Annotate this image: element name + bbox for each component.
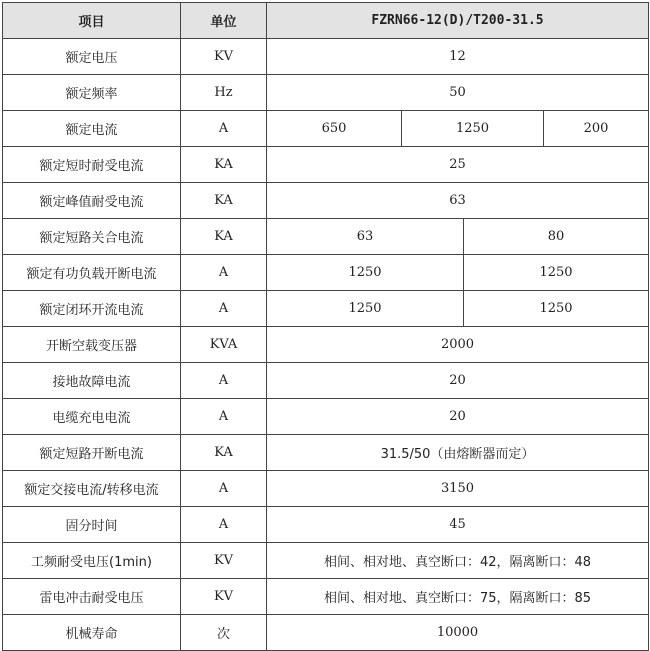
row-name: 额定交接电流/转移电流 [3, 471, 181, 507]
row-unit: 次 [181, 615, 267, 651]
row-value: 63 [267, 183, 649, 219]
table-row [3, 219, 649, 255]
row-unit: A [181, 471, 267, 507]
row-value: 80 [464, 219, 649, 255]
row-value: 相间、相对地、真空断口：42，隔离断口：48 [267, 543, 649, 579]
row-unit: A [181, 111, 267, 147]
row-unit: A [181, 399, 267, 435]
row-value: 10000 [267, 615, 649, 651]
header-model: FZRN66-12(D)/T200-31.5 [267, 3, 649, 39]
row-unit: KA [181, 147, 267, 183]
table-row [3, 579, 649, 615]
table-row [3, 39, 649, 75]
table-row [3, 327, 649, 363]
row-value: 25 [267, 147, 649, 183]
row-value: 12 [267, 39, 649, 75]
table-row [3, 507, 649, 543]
row-unit: KV [181, 579, 267, 615]
row-unit: KVA [181, 327, 267, 363]
row-value: 45 [267, 507, 649, 543]
table-row [3, 147, 649, 183]
row-unit: KV [181, 543, 267, 579]
header-item: 项目 [3, 3, 181, 39]
row-name: 额定峰值耐受电流 [3, 183, 181, 219]
row-value: 相间、相对地、真空断口：75，隔离断口：85 [267, 579, 649, 615]
row-value: 31.5/50（由熔断器而定） [267, 435, 649, 471]
row-unit: KA [181, 183, 267, 219]
row-value: 3150 [267, 471, 649, 507]
spec-table [2, 2, 649, 651]
table-row [3, 291, 649, 327]
table-row [3, 75, 649, 111]
row-name: 额定电流 [3, 111, 181, 147]
row-name: 接地故障电流 [3, 363, 181, 399]
table-row [3, 471, 649, 507]
row-name: 雷电冲击耐受电压 [3, 579, 181, 615]
row-name: 机械寿命 [3, 615, 181, 651]
row-unit: A [181, 255, 267, 291]
row-unit: A [181, 291, 267, 327]
row-value: 650 [267, 111, 402, 147]
header-unit: 单位 [181, 3, 267, 39]
row-name: 额定频率 [3, 75, 181, 111]
row-value: 200 [544, 111, 649, 147]
row-unit: A [181, 507, 267, 543]
row-value: 1250 [464, 255, 649, 291]
table-row [3, 111, 649, 147]
row-unit: KV [181, 39, 267, 75]
row-value: 63 [267, 219, 464, 255]
row-value: 50 [267, 75, 649, 111]
row-name: 额定短路关合电流 [3, 219, 181, 255]
row-name: 额定短时耐受电流 [3, 147, 181, 183]
row-name: 固分时间 [3, 507, 181, 543]
table-row [3, 435, 649, 471]
row-value: 20 [267, 363, 649, 399]
row-unit: KA [181, 219, 267, 255]
row-name: 额定闭环开流电流 [3, 291, 181, 327]
row-unit: A [181, 363, 267, 399]
table-row [3, 615, 649, 651]
row-unit: KA [181, 435, 267, 471]
row-name: 额定有功负载开断电流 [3, 255, 181, 291]
table-row [3, 183, 649, 219]
row-name: 额定短路开断电流 [3, 435, 181, 471]
row-value: 1250 [464, 291, 649, 327]
row-value: 1250 [402, 111, 544, 147]
row-value: 2000 [267, 327, 649, 363]
table-header-row [3, 3, 649, 39]
row-value: 20 [267, 399, 649, 435]
row-name: 额定电压 [3, 39, 181, 75]
table-row [3, 543, 649, 579]
table-row [3, 255, 649, 291]
row-name: 开断空载变压器 [3, 327, 181, 363]
table-row [3, 363, 649, 399]
table-row [3, 399, 649, 435]
row-unit: Hz [181, 75, 267, 111]
row-name: 电缆充电电流 [3, 399, 181, 435]
row-value: 1250 [267, 291, 464, 327]
row-value: 1250 [267, 255, 464, 291]
row-name: 工频耐受电压(1min) [3, 543, 181, 579]
